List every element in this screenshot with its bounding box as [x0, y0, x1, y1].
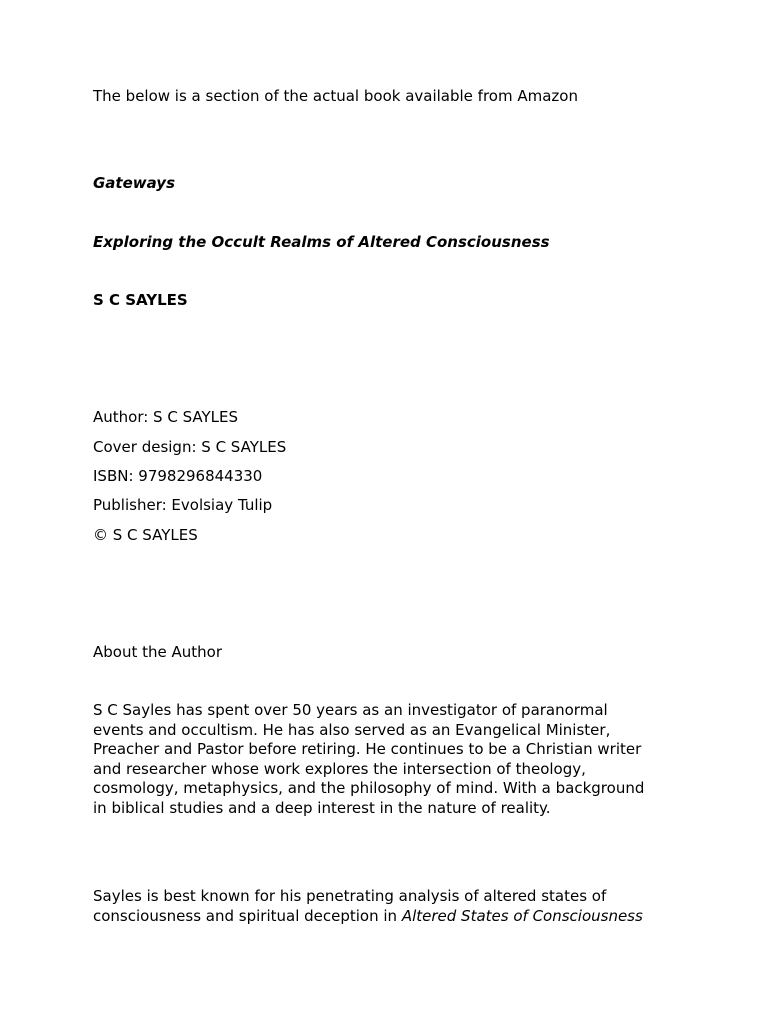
about-p2-text: consciousness and spiritual deception in — [93, 906, 402, 925]
credit-isbn: ISBN: 9798296844330 — [93, 467, 263, 485]
about-p2-line: Sayles is best known for his penetrating analysis of altered states of — [93, 887, 607, 905]
about-paragraph-2 — [93, 887, 683, 926]
intro-text: The below is a section of the actual book available from Amazon — [93, 87, 578, 105]
about-p2-line — [93, 907, 683, 927]
credit-publisher: Publisher: Evolsiay Tulip — [93, 496, 273, 514]
credit-author: Author: S C SAYLES — [93, 408, 239, 426]
about-p1-line: S C Sayles has spent over 50 years as an investigator of paranormal — [93, 701, 608, 719]
book-reference: Altered States of Consciousness — [401, 906, 643, 925]
about-heading: About the Author — [93, 643, 223, 661]
about-p1-line: in biblical studies and a deep interest in the nature of reality. — [93, 798, 551, 817]
credit-copyright: © S C SAYLES — [93, 526, 198, 544]
book-title: Gateways — [93, 174, 176, 192]
book-author-heading: S C SAYLES — [93, 291, 188, 309]
credit-cover-design: Cover design: S C SAYLES — [93, 438, 287, 456]
about-p1-line: events and occultism. He has also served as an Evangelical Minister, — [93, 720, 611, 739]
book-subtitle: Exploring the Occult Realms of Altered Consciousness — [93, 233, 550, 251]
about-p1-line: cosmology, metaphysics, and the philosophy of mind. With a background — [93, 779, 645, 798]
about-paragraph-1 — [93, 701, 683, 819]
about-p1-line: Preacher and Pastor before retiring. He continues to be a Christian writer — [93, 740, 642, 759]
about-p1-line: and researcher whose work explores the intersection of theology, — [93, 759, 586, 778]
